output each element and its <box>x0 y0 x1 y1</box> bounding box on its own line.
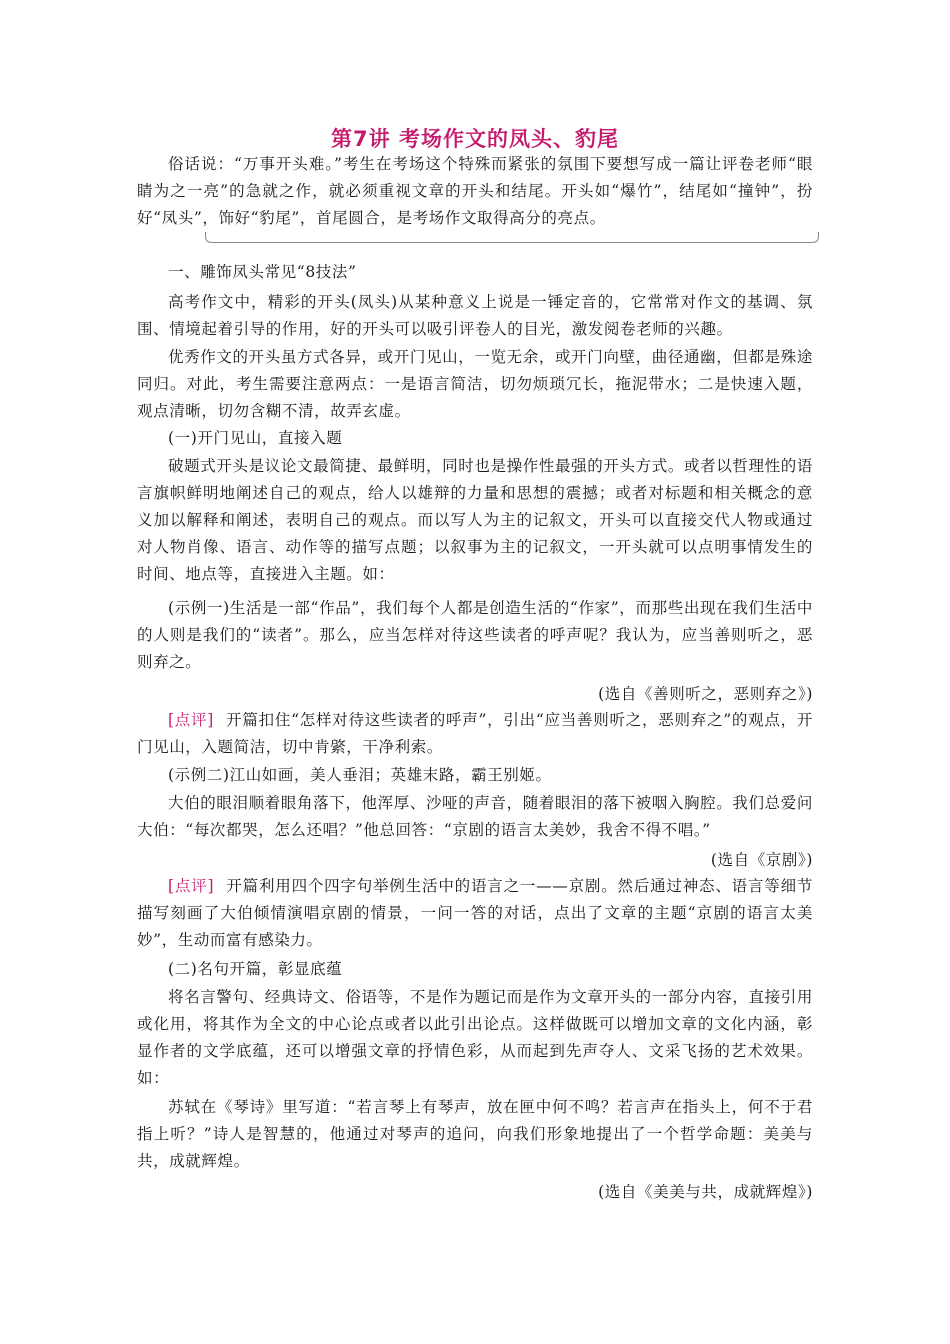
example-paragraph: 苏轼在《琴诗》里写道：“若言琴上有琴声，放在匣中何不鸣？若言声在指头上，何不于君指上听？”诗人是智慧的，他通过对琴声的追问，向我们形象地提出了一个哲学命题：美美与共，成就辉煌。 <box>137 1098 813 1170</box>
comment-paragraph <box>137 873 813 954</box>
subsection-heading: (二)名句开篇，彰显底蕴 <box>168 960 343 978</box>
intro-paragraph: 俗话说：“万事开头难。”考生在考场这个特殊而紧张的氛围下要想写成一篇让评卷老师“眼睛为之一亮”的急就之作，就必须重视文章的开头和结尾。开头如“爆竹”，结尾如“撞钟”，扮好“凤头”，饰好“豹尾”，首尾圆合，是考场作文取得高分的亮点。 <box>137 155 813 227</box>
comment-text: 开篇利用四个四字句举例生活中的语言之一——京剧。然后通过神态、语言等细节描写刻画了大伯倾情演唱京剧的情景，一问一答的对话，点出了文章的主题“京剧的语言太美妙”，生动而富有感染力。 <box>137 877 813 949</box>
subsection-heading: (一)开门见山，直接入题 <box>168 429 343 447</box>
comment-tag: [点评] <box>168 711 214 729</box>
page-title: 第7讲 考场作文的凤头、豹尾 <box>331 127 619 151</box>
paragraph: 优秀作文的开头虽方式各异，或开门见山，一览无余，或开门向壁，曲径通幽，但都是殊途同归。对此，考生需要注意两点：一是语言简洁，切勿烦琐冗长，拖泥带水；二是快速入题，观点清晰，切勿含糊不清，故弄玄虚。 <box>137 348 813 420</box>
paragraph: 高考作文中，精彩的开头(凤头)从某种意义上说是一锤定音的，它常常对作文的基调、氛围、情境起着引导的作用，好的开头可以吸引评卷人的目光，激发阅卷老师的兴趣。 <box>137 293 813 338</box>
comment-text: 开篇扣住“怎样对待这些读者的呼声”，引出“应当善则听之，恶则弃之”的观点，开门见山，入题简洁，切中肯綮，干净利索。 <box>137 711 813 756</box>
example-heading: (示例二)江山如画，美人垂泪；英雄末路，霸王别姬。 <box>168 766 552 784</box>
example-paragraph: 大伯的眼泪顺着眼角落下，他浑厚、沙哑的声音，随着眼泪的落下被咽入胸腔。我们总爱问大伯：“每次都哭，怎么还唱？”他总回答：“京剧的语言太美妙，我舍不得不唱。” <box>137 794 813 839</box>
section-heading: 一、雕饰凤头常见“8技法” <box>168 263 357 281</box>
paragraph: 破题式开头是议论文最简捷、最鲜明，同时也是操作性最强的开头方式。或者以哲理性的语言旗帜鲜明地阐述自己的观点，给人以雄辩的力量和思想的震撼；或者对标题和相关概念的意义加以解释和阐述，表明自己的观点。而以写人为主的记叙文，开头可以直接交代人物或通过对人物肖像、语言、动作等的描写点题；以叙事为主的记叙文，一开头就可以点明事情发生的时间、地点等，直接进入主题。如： <box>137 457 813 583</box>
example-source: (选自《美美与共，成就辉煌》) <box>598 1183 813 1201</box>
divider <box>205 232 819 243</box>
example-source: (选自《善则听之，恶则弃之》) <box>598 685 813 703</box>
paragraph: 将名言警句、经典诗文、俗语等，不是作为题记而是作为文章开头的一部分内容，直接引用或化用，将其作为全文的中心论点或者以此引出论点。这样做既可以增加文章的文化内涵，彰显作者的文学底蕴，还可以增强文章的抒情色彩，从而起到先声夺人、文采飞扬的艺术效果。如： <box>137 988 813 1087</box>
comment-paragraph <box>137 707 813 761</box>
example-paragraph: (示例一)生活是一部“作品”，我们每个人都是创造生活的“作家”，而那些出现在我们生活中的人则是我们的“读者”。那么，应当怎样对待这些读者的呼声呢？我认为，应当善则听之，恶则弃之。 <box>137 599 813 671</box>
example-source: (选自《京剧》) <box>710 851 813 869</box>
comment-tag: [点评] <box>168 877 215 895</box>
